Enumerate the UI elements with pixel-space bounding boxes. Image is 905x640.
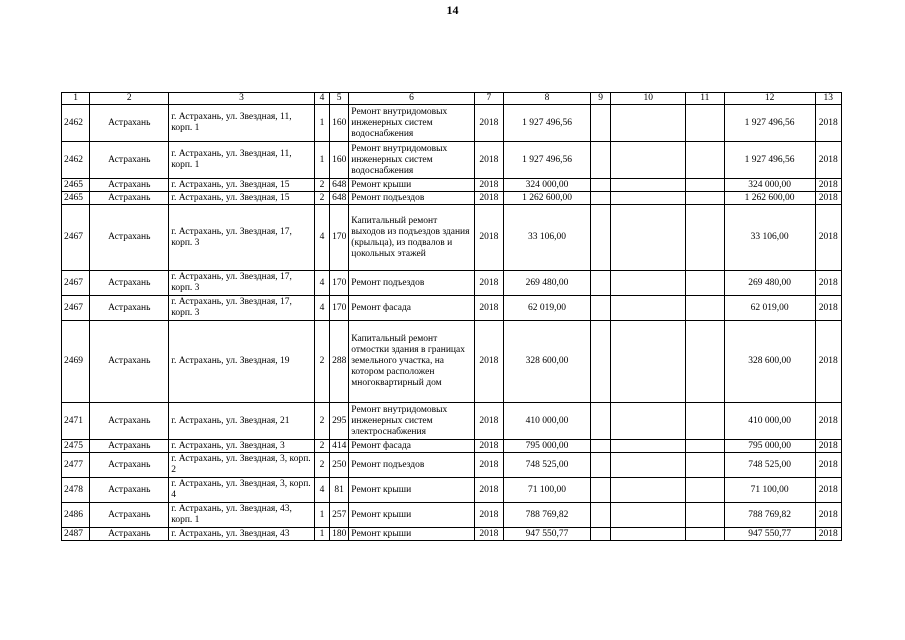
col-9-cell — [591, 142, 611, 179]
floors-cell: 2 — [314, 192, 329, 205]
area-cell: 250 — [330, 453, 349, 478]
floors-cell: 2 — [314, 440, 329, 453]
city-cell: Астрахань — [90, 321, 169, 403]
area-cell: 295 — [330, 403, 349, 440]
floors-cell: 1 — [314, 503, 329, 528]
area-cell: 81 — [330, 478, 349, 503]
total-cost-cell: 33 106,00 — [724, 205, 815, 271]
work-type-cell: Ремонт внутридомовых инженерных систем водоснабжения — [349, 142, 474, 179]
year-cell: 2018 — [474, 453, 503, 478]
address-cell: г. Астрахань, ул. Звездная, 17, корп. 3 — [169, 271, 315, 296]
table-row — [62, 321, 842, 403]
column-number-header: 5 — [330, 93, 349, 105]
row-id-cell: 2478 — [62, 478, 90, 503]
cost-cell: 788 769,82 — [504, 503, 591, 528]
column-number-header: 7 — [474, 93, 503, 105]
city-cell: Астрахань — [90, 528, 169, 541]
completion-year-cell: 2018 — [815, 478, 841, 503]
city-cell: Астрахань — [90, 142, 169, 179]
col-9-cell — [591, 503, 611, 528]
column-number-header: 11 — [686, 93, 724, 105]
area-cell: 170 — [330, 271, 349, 296]
year-cell: 2018 — [474, 142, 503, 179]
city-cell: Астрахань — [90, 179, 169, 192]
col-9-cell — [591, 179, 611, 192]
table-row — [62, 271, 842, 296]
cost-cell: 269 480,00 — [504, 271, 591, 296]
col-10-cell — [611, 192, 686, 205]
col-9-cell — [591, 271, 611, 296]
table-row — [62, 105, 842, 142]
cost-cell: 748 525,00 — [504, 453, 591, 478]
completion-year-cell: 2018 — [815, 453, 841, 478]
work-type-cell: Капитальный ремонт отмостки здания в границах земельного участка, на котором расположен многоквартирный дом — [349, 321, 474, 403]
column-number-header: 10 — [611, 93, 686, 105]
table-row — [62, 440, 842, 453]
row-id-cell: 2487 — [62, 528, 90, 541]
floors-cell: 4 — [314, 478, 329, 503]
year-cell: 2018 — [474, 179, 503, 192]
address-cell: г. Астрахань, ул. Звездная, 11, корп. 1 — [169, 105, 315, 142]
work-type-cell: Ремонт фасада — [349, 296, 474, 321]
work-type-cell: Ремонт подъездов — [349, 271, 474, 296]
city-cell: Астрахань — [90, 105, 169, 142]
col-11-cell — [686, 142, 724, 179]
area-cell: 648 — [330, 192, 349, 205]
year-cell: 2018 — [474, 192, 503, 205]
completion-year-cell: 2018 — [815, 105, 841, 142]
floors-cell: 1 — [314, 528, 329, 541]
work-type-cell: Ремонт подъездов — [349, 453, 474, 478]
total-cost-cell: 1 262 600,00 — [724, 192, 815, 205]
year-cell: 2018 — [474, 528, 503, 541]
completion-year-cell: 2018 — [815, 142, 841, 179]
completion-year-cell: 2018 — [815, 528, 841, 541]
city-cell: Астрахань — [90, 503, 169, 528]
address-cell: г. Астрахань, ул. Звездная, 43, корп. 1 — [169, 503, 315, 528]
col-9-cell — [591, 403, 611, 440]
table-row — [62, 528, 842, 541]
col-10-cell — [611, 453, 686, 478]
table-row — [62, 503, 842, 528]
area-cell: 180 — [330, 528, 349, 541]
year-cell: 2018 — [474, 205, 503, 271]
year-cell: 2018 — [474, 403, 503, 440]
col-11-cell — [686, 403, 724, 440]
col-10-cell — [611, 440, 686, 453]
row-id-cell: 2465 — [62, 179, 90, 192]
area-cell: 648 — [330, 179, 349, 192]
area-cell: 257 — [330, 503, 349, 528]
cost-cell: 410 000,00 — [504, 403, 591, 440]
cost-cell: 1 927 496,56 — [504, 105, 591, 142]
floors-cell: 2 — [314, 179, 329, 192]
completion-year-cell: 2018 — [815, 440, 841, 453]
total-cost-cell: 788 769,82 — [724, 503, 815, 528]
address-cell: г. Астрахань, ул. Звездная, 3 — [169, 440, 315, 453]
completion-year-cell: 2018 — [815, 179, 841, 192]
column-number-header: 6 — [349, 93, 474, 105]
work-type-cell: Ремонт крыши — [349, 179, 474, 192]
floors-cell: 1 — [314, 105, 329, 142]
col-10-cell — [611, 296, 686, 321]
cost-cell: 947 550,77 — [504, 528, 591, 541]
cost-cell: 62 019,00 — [504, 296, 591, 321]
year-cell: 2018 — [474, 503, 503, 528]
address-cell: г. Астрахань, ул. Звездная, 3, корп. 2 — [169, 453, 315, 478]
year-cell: 2018 — [474, 271, 503, 296]
year-cell: 2018 — [474, 478, 503, 503]
floors-cell: 2 — [314, 453, 329, 478]
work-type-cell: Ремонт подъездов — [349, 192, 474, 205]
col-9-cell — [591, 453, 611, 478]
col-10-cell — [611, 142, 686, 179]
col-11-cell — [686, 192, 724, 205]
cost-cell: 795 000,00 — [504, 440, 591, 453]
column-number-header: 3 — [169, 93, 315, 105]
col-9-cell — [591, 105, 611, 142]
cost-cell: 1 262 600,00 — [504, 192, 591, 205]
table-row — [62, 403, 842, 440]
area-cell: 288 — [330, 321, 349, 403]
cost-cell: 1 927 496,56 — [504, 142, 591, 179]
city-cell: Астрахань — [90, 453, 169, 478]
total-cost-cell: 71 100,00 — [724, 478, 815, 503]
col-10-cell — [611, 321, 686, 403]
col-10-cell — [611, 403, 686, 440]
cost-cell: 324 000,00 — [504, 179, 591, 192]
year-cell: 2018 — [474, 296, 503, 321]
address-cell: г. Астрахань, ул. Звездная, 43 — [169, 528, 315, 541]
page-number: 14 — [446, 3, 459, 17]
cost-cell: 328 600,00 — [504, 321, 591, 403]
table-row — [62, 192, 842, 205]
address-cell: г. Астрахань, ул. Звездная, 15 — [169, 179, 315, 192]
total-cost-cell: 748 525,00 — [724, 453, 815, 478]
col-11-cell — [686, 503, 724, 528]
column-number-header: 12 — [724, 93, 815, 105]
completion-year-cell: 2018 — [815, 192, 841, 205]
col-9-cell — [591, 296, 611, 321]
area-cell: 160 — [330, 105, 349, 142]
work-type-cell: Ремонт крыши — [349, 478, 474, 503]
register-table — [61, 92, 842, 541]
address-cell: г. Астрахань, ул. Звездная, 17, корп. 3 — [169, 296, 315, 321]
table-body — [62, 105, 842, 541]
col-11-cell — [686, 528, 724, 541]
city-cell: Астрахань — [90, 205, 169, 271]
area-cell: 414 — [330, 440, 349, 453]
col-9-cell — [591, 528, 611, 541]
total-cost-cell: 1 927 496,56 — [724, 105, 815, 142]
col-10-cell — [611, 503, 686, 528]
col-9-cell — [591, 205, 611, 271]
row-id-cell: 2471 — [62, 403, 90, 440]
area-cell: 170 — [330, 205, 349, 271]
col-11-cell — [686, 205, 724, 271]
col-9-cell — [591, 478, 611, 503]
col-10-cell — [611, 478, 686, 503]
address-cell: г. Астрахань, ул. Звездная, 3, корп. 4 — [169, 478, 315, 503]
area-cell: 170 — [330, 296, 349, 321]
work-type-cell: Ремонт внутридомовых инженерных систем электроснабжения — [349, 403, 474, 440]
column-number-header: 13 — [815, 93, 841, 105]
row-id-cell: 2486 — [62, 503, 90, 528]
col-11-cell — [686, 321, 724, 403]
cost-cell: 33 106,00 — [504, 205, 591, 271]
work-type-cell: Капитальный ремонт выходов из подъездов здания (крыльца), из подвалов и цокольных этажей — [349, 205, 474, 271]
table-row — [62, 296, 842, 321]
area-cell: 160 — [330, 142, 349, 179]
completion-year-cell: 2018 — [815, 205, 841, 271]
year-cell: 2018 — [474, 321, 503, 403]
work-type-cell: Ремонт крыши — [349, 503, 474, 528]
city-cell: Астрахань — [90, 478, 169, 503]
cost-cell: 71 100,00 — [504, 478, 591, 503]
address-cell: г. Астрахань, ул. Звездная, 17, корп. 3 — [169, 205, 315, 271]
work-type-cell: Ремонт крыши — [349, 528, 474, 541]
column-number-header: 4 — [314, 93, 329, 105]
row-id-cell: 2475 — [62, 440, 90, 453]
row-id-cell: 2467 — [62, 296, 90, 321]
address-cell: г. Астрахань, ул. Звездная, 11, корп. 1 — [169, 142, 315, 179]
col-11-cell — [686, 478, 724, 503]
column-number-header: 9 — [591, 93, 611, 105]
city-cell: Астрахань — [90, 296, 169, 321]
total-cost-cell: 410 000,00 — [724, 403, 815, 440]
floors-cell: 2 — [314, 403, 329, 440]
col-9-cell — [591, 192, 611, 205]
floors-cell: 1 — [314, 142, 329, 179]
work-type-cell: Ремонт фасада — [349, 440, 474, 453]
completion-year-cell: 2018 — [815, 271, 841, 296]
work-type-cell: Ремонт внутридомовых инженерных систем водоснабжения — [349, 105, 474, 142]
floors-cell: 2 — [314, 321, 329, 403]
col-11-cell — [686, 179, 724, 192]
column-number-header: 1 — [62, 93, 90, 105]
city-cell: Астрахань — [90, 403, 169, 440]
total-cost-cell: 324 000,00 — [724, 179, 815, 192]
total-cost-cell: 62 019,00 — [724, 296, 815, 321]
row-id-cell: 2462 — [62, 105, 90, 142]
row-id-cell: 2469 — [62, 321, 90, 403]
floors-cell: 4 — [314, 205, 329, 271]
completion-year-cell: 2018 — [815, 321, 841, 403]
address-cell: г. Астрахань, ул. Звездная, 19 — [169, 321, 315, 403]
city-cell: Астрахань — [90, 271, 169, 296]
table-row — [62, 453, 842, 478]
year-cell: 2018 — [474, 105, 503, 142]
total-cost-cell: 947 550,77 — [724, 528, 815, 541]
completion-year-cell: 2018 — [815, 296, 841, 321]
total-cost-cell: 795 000,00 — [724, 440, 815, 453]
row-id-cell: 2467 — [62, 205, 90, 271]
row-id-cell: 2467 — [62, 271, 90, 296]
col-10-cell — [611, 179, 686, 192]
address-cell: г. Астрахань, ул. Звездная, 15 — [169, 192, 315, 205]
completion-year-cell: 2018 — [815, 503, 841, 528]
floors-cell: 4 — [314, 271, 329, 296]
column-number-header: 8 — [504, 93, 591, 105]
total-cost-cell: 1 927 496,56 — [724, 142, 815, 179]
row-id-cell: 2477 — [62, 453, 90, 478]
row-id-cell: 2465 — [62, 192, 90, 205]
col-10-cell — [611, 105, 686, 142]
table-row — [62, 478, 842, 503]
address-cell: г. Астрахань, ул. Звездная, 21 — [169, 403, 315, 440]
column-number-header: 2 — [90, 93, 169, 105]
total-cost-cell: 269 480,00 — [724, 271, 815, 296]
col-11-cell — [686, 105, 724, 142]
col-10-cell — [611, 528, 686, 541]
completion-year-cell: 2018 — [815, 403, 841, 440]
table-row — [62, 142, 842, 179]
floors-cell: 4 — [314, 296, 329, 321]
table-row — [62, 205, 842, 271]
col-9-cell — [591, 440, 611, 453]
col-11-cell — [686, 296, 724, 321]
city-cell: Астрахань — [90, 440, 169, 453]
year-cell: 2018 — [474, 440, 503, 453]
col-10-cell — [611, 205, 686, 271]
total-cost-cell: 328 600,00 — [724, 321, 815, 403]
col-10-cell — [611, 271, 686, 296]
col-11-cell — [686, 440, 724, 453]
col-9-cell — [591, 321, 611, 403]
table-header-row — [62, 93, 842, 105]
col-11-cell — [686, 453, 724, 478]
row-id-cell: 2462 — [62, 142, 90, 179]
city-cell: Астрахань — [90, 192, 169, 205]
col-11-cell — [686, 271, 724, 296]
table-row — [62, 179, 842, 192]
